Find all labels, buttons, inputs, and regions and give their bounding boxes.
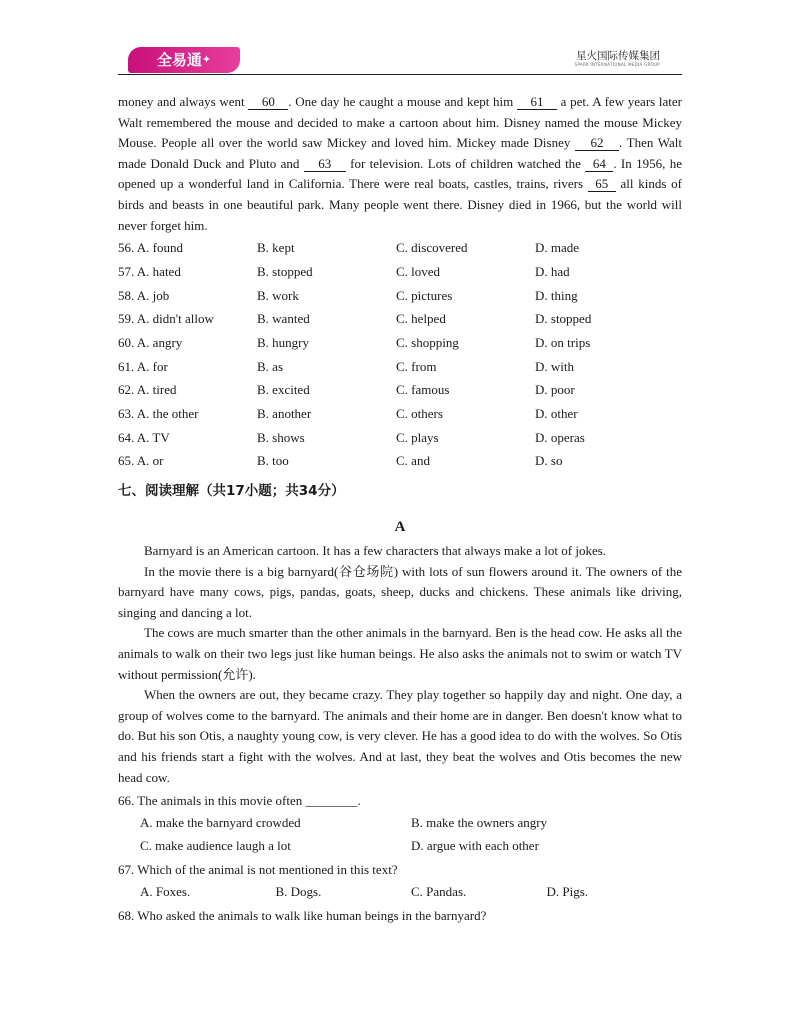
cloze-text: . Then Walt made Donald Duck and Pluto and [118,135,682,171]
blank-63: 63 [304,156,346,172]
question-66-options [118,834,682,857]
option-b: B. another [257,405,312,421]
option-c: C. loved [396,263,441,279]
option-c: C. famous [396,382,450,398]
option-a: 57. A. hated [118,263,181,279]
option-row [118,378,682,402]
option-a: 60. A. angry [118,334,183,350]
option-c: C. shopping [396,334,459,350]
passage-paragraph: Barnyard is an American cartoon. It has a few characters that always make a lot of jokes. [144,543,607,559]
option-d: D. so [535,453,563,469]
brand-name: 星火国际传媒集团 [576,50,660,62]
cloze-passage [118,92,682,236]
option-a: 58. A. job [118,287,170,303]
option-b: B. kept [257,240,295,256]
brand-logo [128,47,240,73]
option-b: B. shows [257,429,305,445]
question-67: 67. Which of the animal is not mentioned in this text? [118,862,398,878]
page-content [118,92,682,926]
option-row [118,355,682,379]
brand-subtitle: SPARK INTERNATIONAL MEDIA GROUP [574,62,660,67]
option-row [118,307,682,331]
option-c: C. Pandas. [411,884,467,900]
option-a: 61. A. for [118,358,168,374]
blank-60: 60 [248,94,288,110]
page-header [118,44,682,76]
option-row [118,426,682,450]
option-a: 64. A. TV [118,429,170,445]
option-c: C. plays [396,429,439,445]
option-c: C. helped [396,311,446,327]
option-row [118,236,682,260]
option-b: B. wanted [257,311,310,327]
option-a: 65. A. or [118,453,164,469]
option-d: D. other [535,405,578,421]
option-row [118,260,682,284]
option-d: D. Pigs. [546,884,589,900]
question-67-options [118,880,682,903]
option-b: B. too [257,453,289,469]
cloze-text: . In 1956, he opened up a wonderful land in California. There were real boats, castles, trains, rivers [118,155,682,192]
question-66: 66. The animals in this movie often ________. [118,793,361,809]
option-d: D. on trips [535,334,591,350]
passage-paragraph: The cows are much smarter than the other animals in the barnyard. Ben is the head cow. He asks all the animals to walk on their two legs just like human beings. He also asks the animals not to swim or watch TV without permission(允许). [118,625,682,682]
passage-paragraph: In the movie there is a big barnyard(谷仓场院) with lots of sun flowers around it. The owners of the barnyard have many cows, pigs, pandas, goats, sheep, ducks and chickens. These animals like driving, singing and dancing a lot. [118,563,682,620]
option-row [118,331,682,355]
option-b: B. Dogs. [275,884,322,900]
option-d: D. stopped [535,311,592,327]
passage-title: A [394,519,406,536]
option-d: D. had [535,263,570,279]
option-d: D. poor [535,382,575,398]
option-d: D. with [535,358,574,374]
cloze-text: money and always went [118,94,249,109]
cloze-text: . One day he caught a mouse and kept him [288,94,517,109]
option-c: C. and [396,453,430,469]
option-row [118,449,682,473]
cloze-text: all kinds of birds and beasts in one beautiful park. Many people went there. Disney died in 1966, but the world will never forget him. [118,176,682,233]
option-c: C. pictures [396,287,453,303]
option-a: 63. A. the other [118,405,199,421]
option-c: C. others [396,405,443,421]
option-b: B. make the owners angry [411,815,548,831]
option-a: A. Foxes. [140,884,191,900]
cloze-options [118,236,682,473]
option-d: D. operas [535,429,585,445]
option-d: D. argue with each other [411,838,539,854]
option-c: C. discovered [396,240,468,256]
option-a: 56. A. found [118,240,183,256]
sparkle-icon: ✦ [201,53,212,66]
option-b: B. excited [257,382,310,398]
blank-64: 64 [585,156,613,172]
option-a: 62. A. tired [118,382,177,398]
blank-62: 62 [575,135,619,151]
option-row [118,402,682,426]
option-d: D. made [535,240,580,256]
logo-text: 全易通 [156,51,202,69]
option-a: A. make the barnyard crowded [140,815,301,831]
option-a: 59. A. didn't allow [118,311,214,327]
question-68: 68. Who asked the animals to walk like human beings in the barnyard? [118,908,487,924]
blank-61: 61 [517,94,557,110]
section-title: 七、阅读理解（共17小题；共34分） [118,483,345,500]
question-66-options [118,811,682,834]
option-b: B. as [257,358,283,374]
blank-65: 65 [588,176,616,192]
cloze-text: for television. Lots of children watched the [345,155,586,171]
option-b: B. hungry [257,334,309,350]
option-b: B. stopped [257,263,313,279]
option-b: B. work [257,287,299,303]
passage-paragraph: When the owners are out, they became crazy. They play together so happily day and night. One day, a group of wolves come to the barnyard. The animals and their home are in danger. Ben doesn't know what to do. But his son Otis, a naughty young cow, is very clever. He has a good idea to do with the wolves. So Otis and his friends start a fight with the wolves. And at last, they beat the wolves and Otis becomes the new head cow. [118,687,682,785]
option-c: C. make audience laugh a lot [140,838,291,854]
option-row [118,284,682,308]
cloze-text: a pet. A few years later Walt remembered the mouse and decided to make a cartoon about him. Disney named the mouse Mickey Mouse. People all over the world saw Mickey and loved him. Mickey made Disney [118,94,682,151]
option-d: D. thing [535,287,578,303]
header-divider [118,74,682,75]
option-c: C. from [396,358,437,374]
